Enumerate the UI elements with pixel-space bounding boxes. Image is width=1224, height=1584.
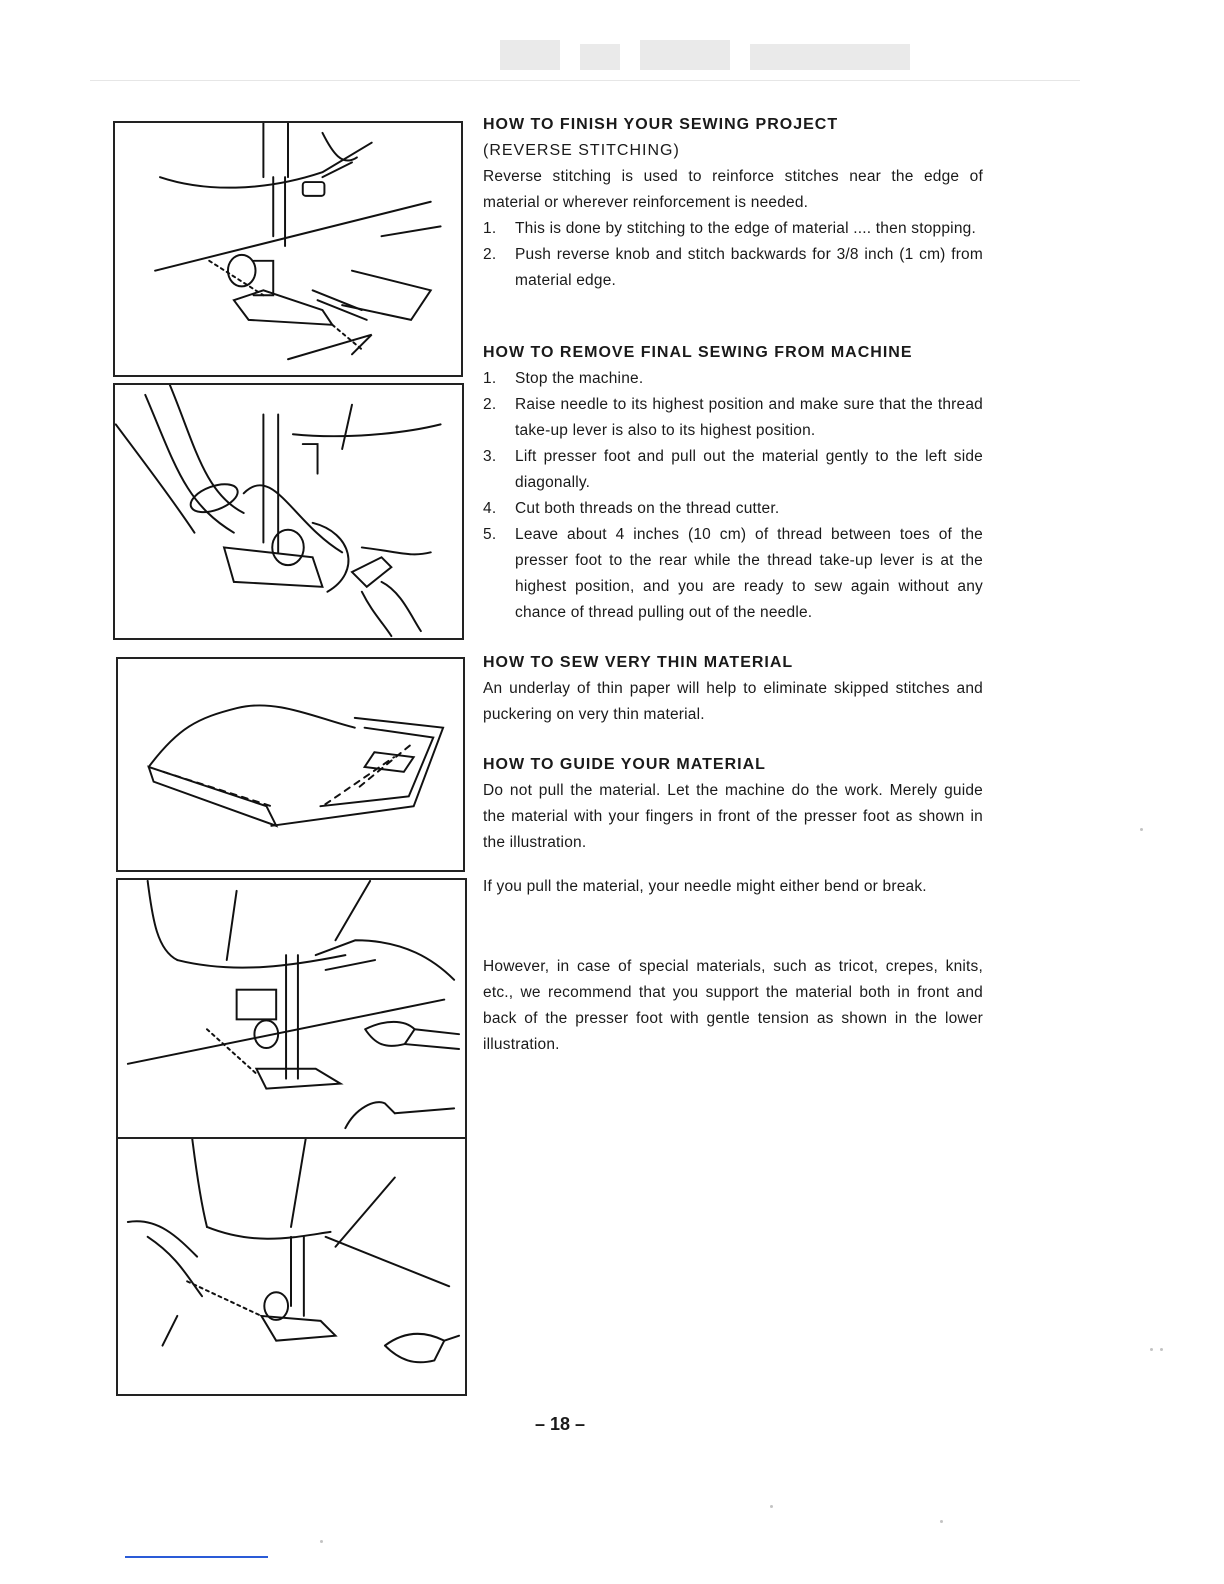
step-text: Push reverse knob and stitch backwards for 3/8 inch (1 cm) from material edge. <box>515 246 983 289</box>
scan-speck <box>320 1540 323 1543</box>
scan-speck <box>940 1520 943 1523</box>
step-number: 2. <box>483 246 497 263</box>
heading-guide-material: HOW TO GUIDE YOUR MATERIAL <box>483 756 766 773</box>
thin-body: An underlay of thin paper will help to eliminate skipped stitches and puckering on very thin material. <box>483 680 983 723</box>
guide-paragraph-2: If you pull the material, your needle might either bend or break. <box>483 878 927 895</box>
bleed-through-title <box>500 30 920 80</box>
section-remove-sewing <box>483 340 983 626</box>
figure-guide-material <box>116 878 467 1396</box>
figure-remove-sewing <box>113 383 464 640</box>
step-text: Leave about 4 inches (10 cm) of thread between toes of the presser foot to the rear while the thread take-up lever is at the highest position, and you are ready to sew again without any chance of thread pulling out of the needle. <box>515 526 983 621</box>
heading-finish-project: HOW TO FINISH YOUR SEWING PROJECT <box>483 116 839 133</box>
step-text: Raise needle to its highest position and make sure that the thread take-up lever is also to its highest position. <box>515 396 983 439</box>
scan-speck <box>1160 1348 1163 1351</box>
figure-divider <box>118 1137 465 1139</box>
bleed-through-rule <box>90 80 1080 81</box>
subheading-reverse-stitching: (REVERSE STITCHING) <box>483 142 680 159</box>
step-text: Lift presser foot and pull out the material gently to the left side diagonally. <box>515 448 983 491</box>
step-number: 1. <box>483 370 497 387</box>
finish-intro: Reverse stitching is used to reinforce stitches near the edge of material or wherever reinforcement is needed. <box>483 168 983 211</box>
list-item <box>483 522 983 626</box>
step-number: 2. <box>483 396 497 413</box>
guide-paragraph-1: Do not pull the material. Let the machine do the work. Merely guide the material with your fingers in front of the presser foot as shown in the illustration. <box>483 782 983 851</box>
step-text: This is done by stitching to the edge of material .... then stopping. <box>515 220 976 237</box>
step-number: 3. <box>483 448 497 465</box>
list-item <box>483 392 983 444</box>
step-number: 4. <box>483 500 497 517</box>
list-item <box>483 366 983 392</box>
guide-paragraph-3: However, in case of special materials, such as tricot, crepes, knits, etc., we recommend that you support the material both in front and back of the presser foot with gentle tension as shown in the lower illustration. <box>483 958 983 1053</box>
list-item <box>483 496 983 522</box>
list-item <box>483 242 983 294</box>
figure-thin-material <box>116 657 465 872</box>
page-number: – 18 – <box>534 1414 586 1434</box>
step-number: 5. <box>483 526 497 543</box>
remove-steps <box>483 366 983 626</box>
list-item <box>483 444 983 496</box>
instructions-column <box>483 112 983 1058</box>
scan-speck <box>1150 1348 1153 1351</box>
heading-thin-material: HOW TO SEW VERY THIN MATERIAL <box>483 654 794 671</box>
heading-remove-sewing: HOW TO REMOVE FINAL SEWING FROM MACHINE <box>483 344 913 361</box>
section-finish-project <box>483 112 983 294</box>
scan-speck <box>770 1505 773 1508</box>
finish-steps <box>483 216 983 294</box>
footer-link-underline <box>125 1556 268 1558</box>
step-number: 1. <box>483 220 497 237</box>
list-item <box>483 216 983 242</box>
section-thin-material <box>483 650 983 728</box>
step-text: Cut both threads on the thread cutter. <box>515 500 780 517</box>
section-guide-material <box>483 752 983 1058</box>
step-text: Stop the machine. <box>515 370 644 387</box>
figure-reverse-stitching <box>113 121 463 377</box>
scan-speck <box>1140 828 1143 831</box>
